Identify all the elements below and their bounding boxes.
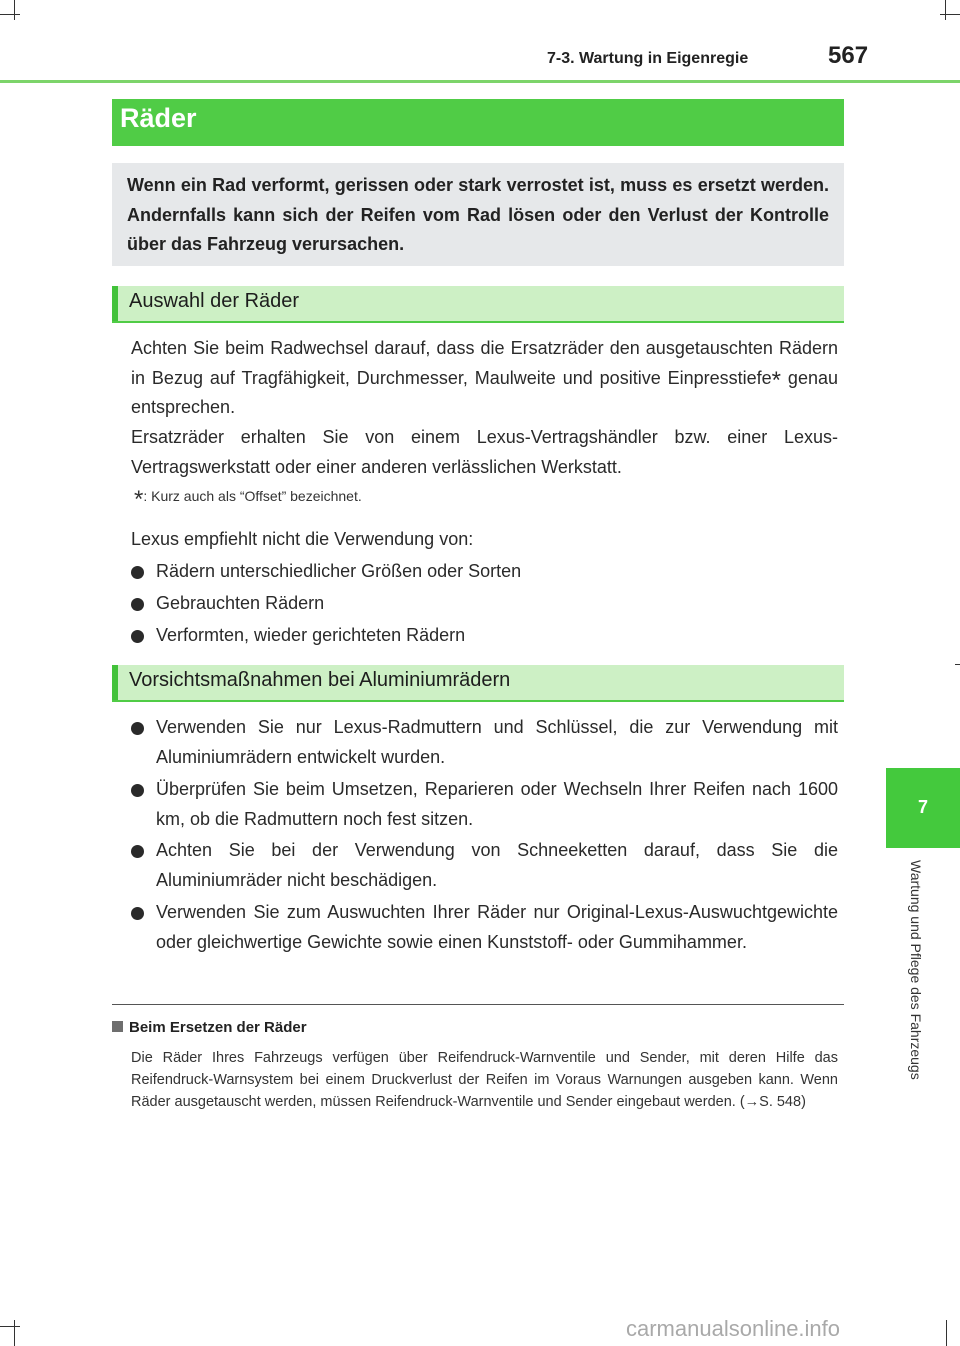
wheel-selection-paragraph [131, 334, 838, 423]
square-bullet-icon [112, 1021, 123, 1032]
list-item-text: Verwenden Sie nur Lexus-Radmuttern und Schlüssel, die zur Verwendung mit Aluminiumrädern entwickelt wurden. [156, 717, 838, 767]
list-item [131, 775, 838, 834]
page-number: 567 [828, 42, 869, 69]
list-item [131, 621, 838, 651]
subheading-bar [112, 286, 118, 321]
watermark: carmanualsonline.info [626, 1316, 841, 1341]
list-item-text: Gebrauchten Rädern [156, 593, 325, 613]
subheading-wheel-selection [112, 286, 844, 323]
list-item-text: Überprüfen Sie beim Umsetzen, Reparieren oder Wechseln Ihrer Reifen nach 1600 km, ob die Radmuttern noch fest sitzen. [156, 779, 838, 829]
bullet-icon [131, 598, 144, 611]
list-item-text: Rädern unterschiedlicher Größen oder Sorten [156, 561, 522, 581]
bullet-icon [131, 845, 144, 858]
intro-box [112, 163, 844, 266]
main-heading: Räder [120, 103, 197, 133]
list-item-text: Verwenden Sie zum Auswuchten Ihrer Räder nur Original-Lexus-Auswuchtgewichte oder gleichwertige Gewichte sowie einen Kunststoff- oder Gummihammer. [156, 902, 838, 952]
footnote-star: * [771, 366, 782, 394]
subheading-aluminium-precautions [112, 665, 844, 702]
list-item-text: Achten Sie bei der Verwendung von Schneeketten darauf, dass Sie die Aluminiumräder nicht beschädigen. [156, 840, 838, 890]
footnote [134, 486, 362, 514]
chapter-tab[interactable]: 7 [886, 768, 960, 848]
subheading-text: Vorsichtsmaßnahmen bei Aluminiumrädern [129, 669, 511, 691]
bullet-icon [131, 784, 144, 797]
crop-mark [14, 0, 15, 20]
paragraph-text: Achten Sie beim Radwechsel darauf, dass die Ersatzräder den ausgetauschten Rädern in Bezug auf Tragfähigkeit, Durchmesser, Maulweite und positive Einpresstiefe [131, 338, 838, 388]
footnote-text: : Kurz auch als “Offset” bezeichnet. [143, 488, 362, 504]
bullet-icon [131, 630, 144, 643]
crop-mark [946, 1320, 947, 1346]
bullet-icon [131, 566, 144, 579]
list-item [131, 713, 838, 772]
subheading-text: Auswahl der Räder [129, 290, 300, 312]
note-heading-text: Beim Ersetzen der Räder [129, 1019, 307, 1036]
list-item [131, 557, 838, 587]
crop-mark [955, 664, 960, 665]
subheading-bar [112, 665, 118, 700]
note-heading [112, 1019, 307, 1036]
crop-mark [945, 0, 946, 20]
list-item [131, 589, 838, 619]
note-divider [112, 1004, 844, 1005]
crop-mark [940, 14, 960, 15]
bullet-icon [131, 907, 144, 920]
crop-mark [14, 1320, 15, 1346]
list-item-text: Verformten, wieder gerichteten Rädern [156, 625, 466, 645]
footnote-star: * [134, 486, 144, 513]
replacement-source-paragraph: Ersatzräder erhalten Sie von einem Lexus-Vertragshändler bzw. einer Lexus-Vertragswerkstatt oder einer anderen verlässlichen Werkstatt. [131, 427, 838, 477]
bullet-icon [131, 722, 144, 735]
crop-mark [0, 1326, 20, 1327]
paragraph-text: genau entsprechen. [131, 367, 838, 417]
intro-text: Wenn ein Rad verformt, gerissen oder stark verrostet ist, muss es ersetzt werden. Andernfalls kann sich der Reifen vom Rad lösen oder den Verlust der Kontrolle über das Fahrzeug verursachen. [127, 175, 829, 254]
recommendation-text: Lexus empfiehlt nicht die Verwendung von: [131, 529, 474, 549]
list-item [131, 836, 838, 895]
main-heading-banner [112, 99, 844, 146]
crop-mark [0, 14, 20, 15]
section-title: 7-3. Wartung in Eigenregie [547, 50, 749, 67]
list-item [131, 898, 838, 957]
header-rule [0, 80, 960, 83]
note-body: Die Räder Ihres Fahrzeugs verfügen über Reifendruck-Warnventile und Sender, mit deren Hilfe das Reifendruck-Warnsystem bei einem Druckverlust der Reifen im Voraus Warnungen ausgeben kann. Wenn Räder ausgetauscht werden, müssen Reifendruck-Warnventile und Sender eingebaut werden. (→S. 548) [131, 1050, 838, 1110]
chapter-title: Wartung und Pflege des Fahrzeugs [908, 860, 924, 1080]
